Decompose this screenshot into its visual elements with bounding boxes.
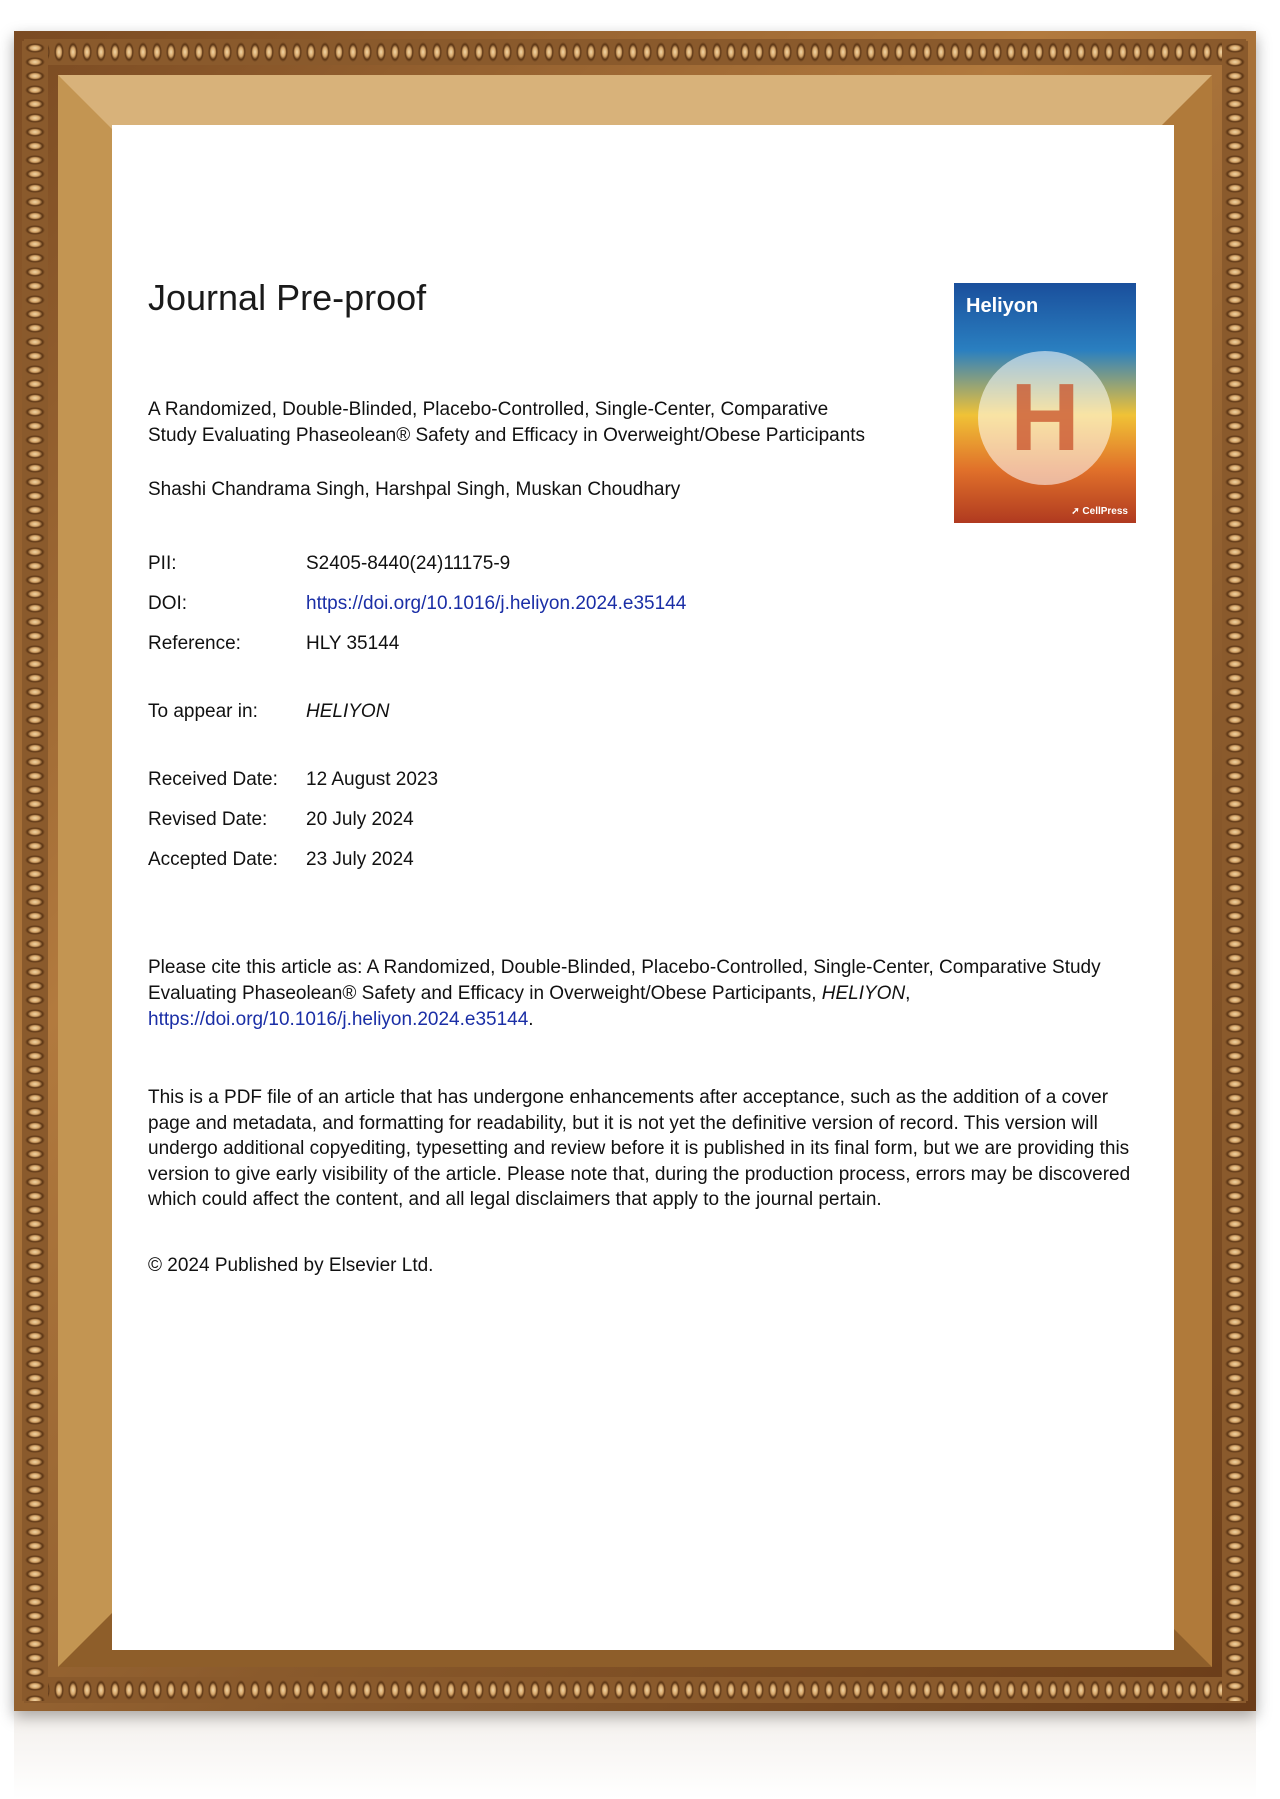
revised-value: 20 July 2024 — [306, 809, 414, 830]
citation-paragraph — [148, 955, 1108, 1033]
pii-value: S2405-8440(24)11175-9 — [306, 553, 511, 574]
received-label: Received Date: — [148, 769, 278, 790]
cover-journal-name: Heliyon — [966, 295, 1039, 317]
citation-journal: HELIYON — [821, 983, 906, 1004]
article-authors: Shashi Chandrama Singh, Harshpal Singh, Muskan Choudhary — [148, 479, 681, 500]
doi-link[interactable]: https://doi.org/10.1016/j.heliyon.2024.e35144 — [306, 593, 687, 614]
revised-label: Revised Date: — [148, 809, 268, 830]
frame-bead-bottom — [24, 1677, 1246, 1703]
reference-value: HLY 35144 — [306, 633, 400, 654]
reference-label: Reference: — [148, 633, 241, 654]
frame-bead-top — [24, 39, 1246, 65]
frame-reflection — [14, 1711, 1256, 1799]
preproof-notice: This is a PDF file of an article that has undergone enhancements after acceptance, such as the addition of a cover page and metadata, and formatting for readability, but it is not yet the definitive version of record. This version will undergo additional copyediting, typesetting and review before it is published in its final form, but we are providing this version to give early visibility of the article. Please note that, during the production process, errors may be discovered which could affect the content, and all legal disclaimers that apply to the journal pertain. — [148, 1087, 1131, 1211]
document-page — [112, 125, 1174, 1650]
appear-label: To appear in: — [148, 701, 258, 722]
page-title: Journal Pre-proof — [148, 277, 427, 318]
article-title-line-1: A Randomized, Double-Blinded, Placebo-Controlled, Single-Center, Comparative — [148, 399, 829, 420]
citation-end: . — [528, 1009, 534, 1030]
cover-publisher-name: CellPress — [1082, 506, 1128, 517]
article-title-line-2: Study Evaluating Phaseolean® Safety and Efficacy in Overweight/Obese Participants — [148, 425, 866, 446]
journal-cover-image — [954, 283, 1136, 523]
citation-text: Please cite this article as: A Randomized, Double-Blinded, Placebo-Controlled, Single-Center, Comparative Study Evaluating Phaseolean® Safety and Efficacy in Overweight/Obese Participants, — [148, 957, 1101, 1004]
copyright-line: © 2024 Published by Elsevier Ltd. — [148, 1255, 434, 1276]
citation-doi-link[interactable]: https://doi.org/10.1016/j.heliyon.2024.e35144 — [148, 1009, 529, 1030]
frame-bead-left — [22, 41, 48, 1701]
appear-value: HELIYON — [306, 701, 390, 722]
cover-letter: H — [1010, 364, 1080, 471]
cover-publisher-mark: ➚ CellPress — [1071, 506, 1128, 517]
citation-separator: , — [905, 983, 911, 1004]
pii-label: PII: — [148, 553, 177, 574]
article-title — [148, 397, 968, 449]
accepted-value: 23 July 2024 — [306, 849, 414, 870]
received-value: 12 August 2023 — [306, 769, 439, 790]
doi-label: DOI: — [148, 593, 188, 614]
frame-bead-right — [1222, 41, 1248, 1701]
accepted-label: Accepted Date: — [148, 849, 278, 870]
